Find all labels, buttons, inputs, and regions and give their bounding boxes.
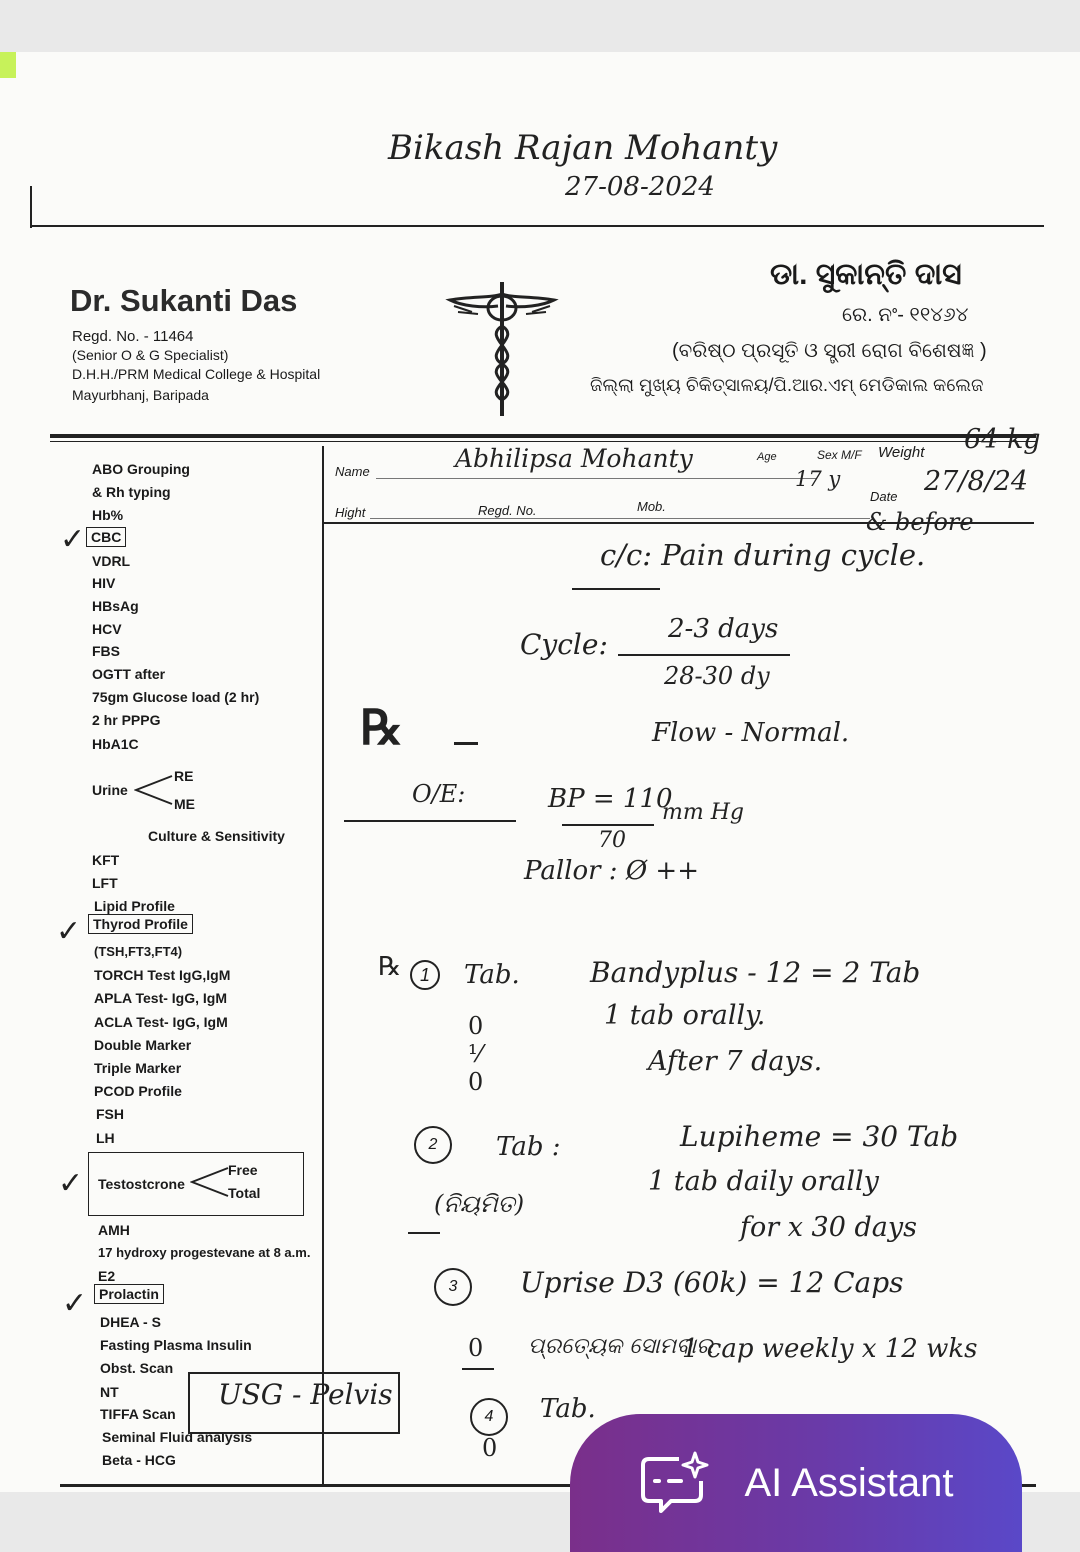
top-border [32, 225, 1044, 227]
pallor-note: Pallor : Ø ++ [524, 856, 699, 886]
handwritten-date: 27-08-2024 [565, 172, 715, 202]
label-weight: Weight [878, 444, 925, 461]
page-edge-marker [0, 52, 16, 78]
label-sex: Sex M/F [817, 448, 862, 462]
test-urine-me: ME [174, 796, 195, 812]
cycle-days: 2-3 days [668, 614, 779, 644]
height-dots [370, 518, 870, 519]
label-date: Date [870, 489, 898, 504]
note-chief-complaint: c/c: Pain during cycle. [600, 538, 926, 572]
test-glucose: 75gm Glucose load (2 hr) [92, 689, 260, 705]
test-pppg: 2 hr PPPG [92, 712, 161, 728]
label-regd: Regd. No. [478, 503, 537, 518]
doctor-hospital-odia: ଜିଲ୍ଲା ମୁଖ୍ୟ ଚିକିତ୍ସାଳୟ/ପି.ଆର.ଏମ୍ ମେଡିକାଲ କଲେଜ [590, 375, 984, 395]
test-cbc: CBC [86, 527, 126, 547]
label-height: Hight [335, 505, 366, 520]
test-lh: LH [96, 1130, 115, 1146]
ai-assistant-button[interactable] [570, 1414, 1022, 1552]
tick-cbc: ✓ [60, 522, 86, 557]
cycle-label: Cycle: [520, 628, 608, 661]
label-age: Age [757, 451, 777, 463]
rx-2-number: 2 [414, 1126, 452, 1164]
tick-thyrod: ✓ [56, 914, 82, 949]
column-divider [322, 446, 324, 1486]
test-fpi: Fasting Plasma Insulin [100, 1337, 252, 1353]
rx-4-number: 4 [470, 1398, 508, 1436]
doctor-regd: Regd. No. - 11464 [72, 328, 194, 345]
rx-4-tab: Tab. [540, 1394, 596, 1424]
doctor-place: Mayurbhanj, Baripada [72, 387, 209, 403]
header-separator [50, 434, 1036, 438]
test-e2: E2 [98, 1268, 116, 1284]
doctor-regd-odia: ରେ. ନଂ- ୧୧୪୬୪ [842, 304, 969, 326]
rx-2-tab: Tab : [496, 1132, 561, 1162]
test-testosterone-free: Free [228, 1162, 258, 1178]
rx-3-schedule-line [462, 1368, 494, 1370]
rx-1-dose: 1 tab orally. [604, 1000, 766, 1031]
rx-symbol: ℞ [360, 700, 404, 756]
test-rh: & Rh typing [92, 484, 171, 500]
test-testosterone-total: Total [228, 1185, 261, 1201]
tick-testosterone: ✓ [58, 1166, 84, 1201]
test-hba1c: HbA1C [92, 736, 139, 752]
patient-age: 17 y [795, 467, 841, 491]
test-torch: TORCH Test IgG,IgM [94, 967, 231, 983]
rx-2-odia-note: (ନିୟମିତ) [434, 1190, 525, 1218]
cc-underline [572, 588, 660, 590]
test-lft: LFT [92, 875, 118, 891]
test-hcv: HCV [92, 621, 122, 637]
bp-diastolic: 70 [598, 828, 626, 853]
test-seminal: Seminal Fluid analysis [102, 1429, 253, 1445]
test-prolactin: Prolactin [94, 1284, 164, 1304]
header-separator-thin [50, 441, 1036, 442]
test-testosterone: Testostcrone [98, 1176, 185, 1192]
visit-date: 27/8/24 [924, 466, 1029, 497]
test-apla: APLA Test- IgG, IgM [94, 990, 227, 1006]
test-hb: Hb% [92, 507, 124, 523]
test-thyrod: Thyrod Profile [88, 914, 193, 934]
rx-3-drug: Uprise D3 (60k) = 12 Caps [520, 1266, 904, 1299]
test-vdrl: VDRL [92, 553, 131, 569]
tick-prolactin: ✓ [62, 1286, 88, 1321]
rx-2-dash [408, 1232, 440, 1234]
rx-1-prefix: ℞ [378, 952, 402, 982]
cycle-interval: 28-30 dy [664, 662, 770, 690]
test-fsh: FSH [96, 1106, 124, 1122]
cycle-fraction-line [618, 654, 790, 656]
rx-dash [454, 742, 478, 745]
test-amh: AMH [98, 1222, 130, 1238]
test-abo: ABO Grouping [92, 461, 190, 477]
test-dhea: DHEA - S [100, 1314, 161, 1330]
test-pcod: PCOD Profile [94, 1083, 182, 1099]
note-before: & before [866, 508, 974, 536]
test-fbs: FBS [92, 643, 120, 659]
doctor-hospital: D.H.H./PRM Medical College & Hospital [72, 366, 321, 382]
name-dots [376, 478, 816, 479]
caduceus-logo [432, 276, 572, 418]
doctor-name-odia: ଡା. ସୁକାନ୍ତି ଦାସ [770, 258, 962, 291]
test-beta: Beta - HCG [102, 1452, 176, 1468]
test-lipid: Lipid Profile [94, 898, 175, 914]
sparkle-chat-icon [639, 1451, 711, 1515]
rx-1-extra: After 7 days. [648, 1046, 823, 1077]
patient-name: Abhilipsa Mohanty [455, 444, 693, 473]
rx-1-schedule-mark: 0 ⅟ 0 [468, 1012, 484, 1096]
oe-underline [344, 820, 516, 822]
test-triple: Triple Marker [94, 1060, 182, 1076]
test-hiv: HIV [92, 575, 116, 591]
ai-assistant-label: AI Assistant [744, 1460, 954, 1505]
top-left-border [30, 186, 32, 228]
doctor-name: Dr. Sukanti Das [70, 283, 298, 318]
rx-2-dose: 1 tab daily orally [648, 1166, 879, 1197]
doctor-title-odia: (ବରିଷ୍ଠ ପ୍ରସୂତି ଓ ସ୍ତ୍ରୀ ରୋଗ ବିଶେଷଜ୍ଞ ) [672, 340, 987, 362]
test-tsh: (TSH,FT3,FT4) [94, 944, 183, 959]
handwritten-patient-guardian: Bikash Rajan Mohanty [388, 128, 778, 168]
test-culture: Culture & Sensitivity [148, 828, 285, 844]
bp-value: BP = 110 [548, 784, 673, 814]
test-kft: KFT [92, 852, 120, 868]
test-tiffa: TIFFA Scan [100, 1406, 176, 1422]
test-hbsag: HBsAg [92, 598, 139, 614]
rx-3-odia-note: ପ୍ରତ୍ୟେକ ସୋମବାର [528, 1334, 713, 1359]
label-mob: Mob. [637, 499, 666, 514]
usg-pelvis-note: USG - Pelvis [218, 1378, 393, 1411]
test-obst: Obst. Scan [100, 1360, 174, 1376]
rx-2-drug: Lupiheme = 30 Tab [680, 1120, 959, 1153]
test-urine: Urine [92, 782, 128, 798]
test-ogtt: OGTT after [92, 666, 166, 682]
rx-1-number: 1 [410, 960, 440, 990]
test-nt: NT [100, 1384, 119, 1400]
bp-unit: mm Hg [662, 800, 744, 825]
rx-3-number: 3 [434, 1268, 472, 1306]
flow-note: Flow - Normal. [652, 718, 850, 748]
test-hydroxy: 17 hydroxy progestevane at 8 a.m. [98, 1245, 311, 1260]
label-name: Name [335, 464, 370, 479]
patient-weight: 64 kg [964, 424, 1041, 455]
testosterone-bracket [190, 1164, 230, 1200]
test-double: Double Marker [94, 1037, 192, 1053]
test-acla: ACLA Test- IgG, IgM [94, 1014, 228, 1030]
rx-1-tab: Tab. [464, 960, 520, 990]
rx-4-schedule-mark: 0 [482, 1434, 498, 1462]
rx-3-schedule-mark: 0 [468, 1334, 484, 1362]
urine-bracket [134, 772, 174, 808]
rx-1-drug: Bandyplus - 12 = 2 Tab [590, 956, 921, 989]
doctor-title: (Senior O & G Specialist) [72, 347, 229, 363]
rx-2-extra: for x 30 days [740, 1212, 917, 1243]
oe-label: O/E: [412, 780, 466, 808]
rx-3-dose: 1 cap weekly x 12 wks [682, 1334, 978, 1364]
test-urine-re: RE [174, 768, 194, 784]
bp-fraction-line [562, 824, 654, 826]
